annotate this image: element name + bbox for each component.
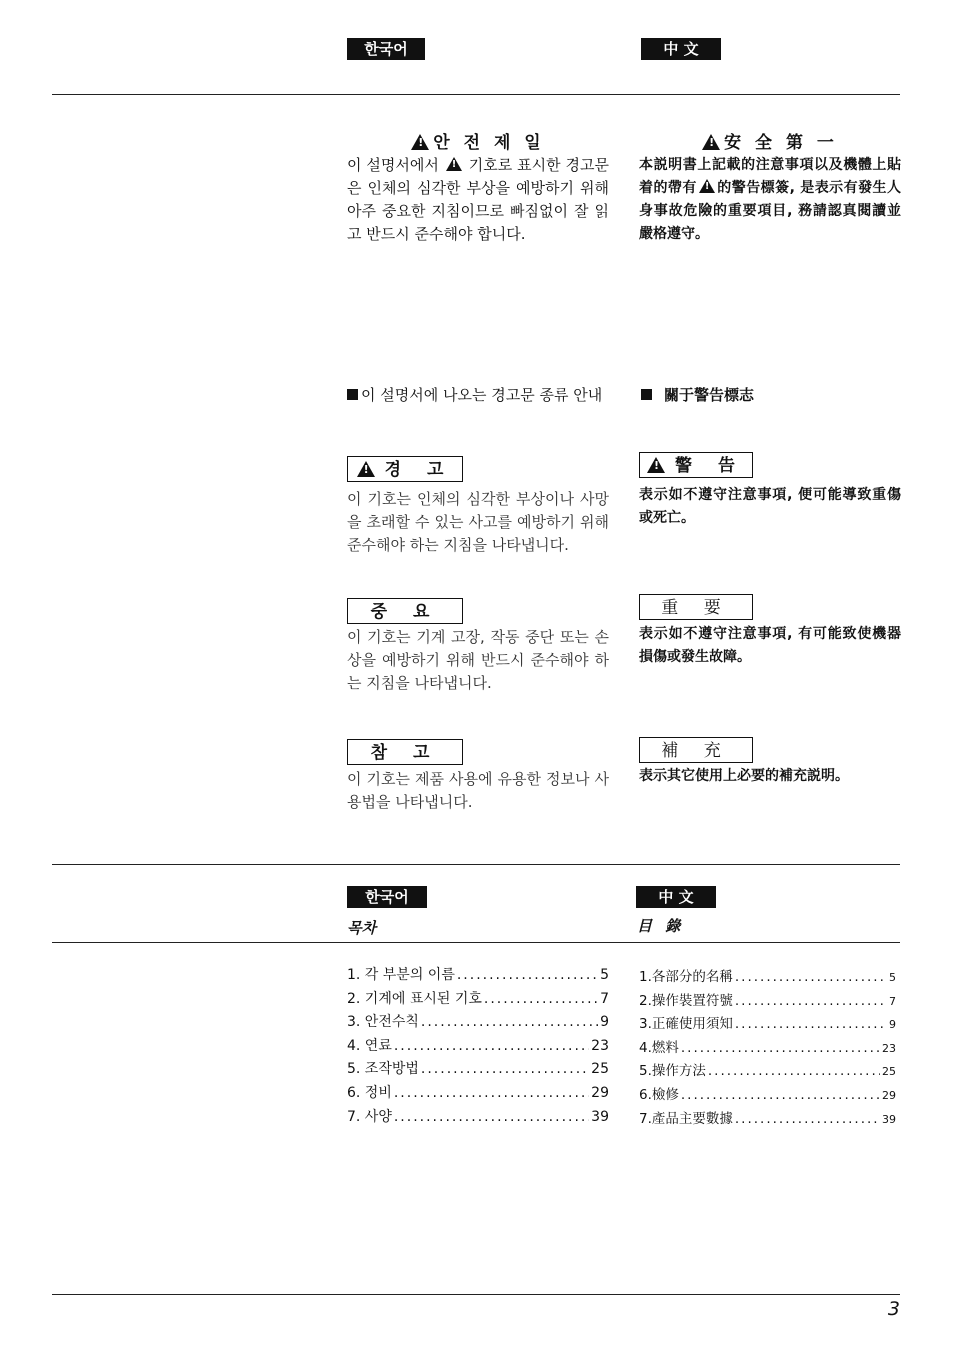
page-number: 3 [887, 1298, 900, 1320]
important-text-ko: 이 기호는 기계 고장, 작동 중단 또는 손상을 예방하기 위해 반드시 준수해야 하는 지침을 나타냅니다. [347, 628, 609, 692]
footer-divider [52, 1294, 900, 1295]
toc-item-safety-zh[interactable]: 3.正確使用須知 ..... 9 [639, 1013, 896, 1037]
toc-list-ko [347, 964, 609, 1129]
bullet-square-icon [641, 389, 652, 400]
toc-top-divider [52, 864, 900, 865]
toc-item-specs[interactable]: 7. 사양 ..... 39 [347, 1106, 609, 1130]
toc-lang-tab-korean: 한국어 [347, 886, 427, 908]
warning-triangle-icon [446, 157, 462, 171]
note-text-ko: 이 기호는 제품 사용에 유용한 정보나 사용법을 나타냅니다. [347, 770, 609, 811]
warning-text-zh: 表示如不遵守注意事項, 便可能導致重傷或死亡。 [639, 487, 901, 526]
warning-triangle-icon [647, 457, 665, 473]
header-divider [52, 94, 900, 95]
important-label-ko: 중 요 [347, 598, 463, 624]
important-label-zh: 重 要 [639, 594, 753, 620]
toc-item-specs-zh[interactable]: 7.產品主要數據 ..... 39 [639, 1108, 896, 1132]
toc-title-zh: 目 錄 [637, 917, 685, 935]
safety-text-zh: 本説明書上記載的注意事項以及機體上貼着的帶有! 的警告標簽, 是表示有發生人身事故危險的重要項目, 務請認真閱讀並嚴格遵守。 [639, 154, 901, 246]
toc-item-maintenance-zh[interactable]: 6.檢修 ..... 29 [639, 1084, 896, 1108]
toc-item-symbols-zh[interactable]: 2.操作裝置符號 ..... 7 [639, 990, 896, 1014]
important-text-zh: 表示如不遵守注意事項, 有可能致使機器損傷或發生故障。 [639, 626, 901, 665]
note-label-ko: 참 고 [347, 739, 463, 765]
warning-triangle-icon [411, 134, 429, 150]
note-text-zh: 表示其它使用上必要的補充説明。 [639, 768, 849, 784]
lang-tab-korean: 한국어 [347, 38, 425, 60]
toc-lang-tab-chinese: 中 文 [636, 886, 716, 908]
toc-item-maintenance[interactable]: 6. 정비 ..... 29 [347, 1082, 609, 1106]
toc-item-parts[interactable]: 1. 각 부분의 이름 ..... 5 [347, 964, 609, 988]
bullet-square-icon [347, 389, 358, 400]
types-heading-zh: 關于警告標志 [641, 384, 754, 405]
warning-text-ko: 이 기호는 인체의 심각한 부상이나 사망을 초래할 수 있는 사고를 예방하기 위해 준수해야 하는 지침을 나타냅니다. [347, 490, 609, 554]
warning-triangle-icon [702, 134, 720, 150]
lang-tab-chinese: 中 文 [641, 38, 721, 60]
toc-bottom-divider [52, 942, 900, 943]
warning-label-zh: !警 告 [639, 452, 753, 478]
safety-text-ko: 이 설명서에서 ! 기호로 표시한 경고문은 인체의 심각한 부상을 예방하기 위해 아주 중요한 지침이므로 빠짐없이 잘 읽고 반드시 준수해야 합니다. [347, 154, 609, 246]
toc-item-symbols[interactable]: 2. 기계에 표시된 기호 ..... 7 [347, 988, 609, 1012]
safety-title-ko: !안 전 제 일 [347, 128, 609, 153]
toc-item-operation[interactable]: 5. 조작방법 ..... 25 [347, 1058, 609, 1082]
warning-label-ko: !경 고 [347, 456, 463, 482]
note-label-zh: 補 充 [639, 737, 753, 763]
toc-item-operation-zh[interactable]: 5.操作方法 ..... 25 [639, 1060, 896, 1084]
warning-triangle-icon [357, 461, 375, 477]
types-heading-ko: 이 설명서에 나오는 경고문 종류 안내 [347, 384, 609, 407]
warning-triangle-icon [699, 179, 715, 193]
toc-title-ko: 목차 [347, 919, 376, 937]
safety-title-zh: !安 全 第 一 [639, 128, 901, 153]
toc-item-fuel-zh[interactable]: 4.燃料 ..... 23 [639, 1037, 896, 1061]
toc-item-parts-zh[interactable]: 1.各部分的名稱 ..... 5 [639, 966, 896, 990]
toc-item-fuel[interactable]: 4. 연료 ..... 23 [347, 1035, 609, 1059]
toc-item-safety[interactable]: 3. 안전수칙 ..... 9 [347, 1011, 609, 1035]
toc-list-zh [639, 966, 896, 1131]
